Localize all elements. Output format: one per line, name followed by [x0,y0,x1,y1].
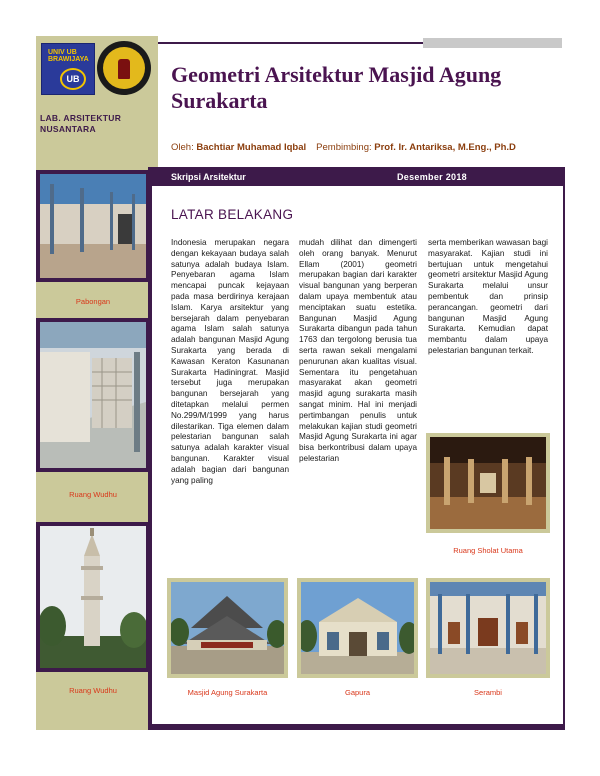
logo-ub-ring-text: UB [60,68,86,90]
author-label: Oleh: [171,142,197,153]
top-grey-bar [423,38,562,48]
photo-ruang-wudhu-2 [40,526,146,668]
photo-serambi [430,582,546,674]
caption-ruang-wudhu-1: Ruang Wudhu [69,490,117,499]
caption-gapura: Gapura [344,688,371,697]
logo-ub-top-text: UNIV UB BRAWIJAYA [48,49,89,63]
paragraph-1: Indonesia merupakan negara dengan kekayaan budaya salah satunya adalah budaya Islam. Penyebaran agama Islam mencapai puncak kejayaan pada masa berdirinya kerajaan Islam. Karya arsitektur yang bersejarah dalam penyebaran agama Islam salah satunya adalah bangunan Masjid Agung Surakarta yang berada di Kawasan Keraton Kasunanan Surakarta Hadiningrat. Masjid tersebut juga merupakan bangunan bersejarah yang ditetapkan melalui permen No.299/M/1999 yang harus dilestarikan. Tiga elemen dalam pelestarian bangunan salah satunya adalah karakter visual bangunan. Karakter visual adalah bagian dari bangunan yang paling [171,238,289,485]
band-left-text: Skripsi Arsitektur [171,172,246,182]
advisor-label: Pembimbing: [316,142,375,153]
caption-serambi: Serambi [474,688,502,697]
seal-core [118,59,130,79]
author-name: Bachtiar Muhamad Iqbal [196,142,307,153]
photo-masjid-agung [171,582,284,674]
photo-ruang-sholat-utama [430,437,546,529]
byline [171,142,571,153]
paragraph-2: mudah dilihat dan dimengerti oleh orang banyak. Menurut Ellam (2001) geometri merupakan bagian dari karakter visual bangunan yang berperan dalam upaya membentuk atau menciptakan suatu estetika. Bangunan Masjid Agung Surakarta dibangun pada tahun 1763 dan tergolong berusia tua serta rawan sekali mengalami penurunan akan kualitas visual. Sementara itu pengetahuan masyarakat akan geometri masjid agung surakarta masih sangat minim. Hal ini menjadi pertimbangan penulis untuk melakukan kajian studi geometri Masjid Agung Surakarta ini agar bisa berkontribusi dalam upaya pelestarian [299,238,417,463]
text-column-2 [299,238,417,465]
lab-title [40,113,158,135]
caption-ruang-sholat-utama: Ruang Sholat Utama [453,546,523,555]
lab-title-line2: NUSANTARA [40,124,96,134]
lab-title-line1: LAB. ARSITEKTUR [40,113,122,123]
caption-masjid-agung: Masjid Agung Surakarta [187,688,268,697]
paragraph-3: serta memberikan wawasan bagi masyarakat. Kajian studi ini bertujuan untuk mengetahui geometri arsitektur Masjid Agung Surakarta melalui unsur pembentuk dan prinsip perancangan. geometri dari bangunan Masjid Agung Surakarta. Kemudian dapat membantu dalam upaya pelestarian bangunan terkait. [428,238,548,355]
photo-pabongan [40,174,146,278]
university-logo-icon [41,43,95,95]
photo-gapura [301,582,414,674]
text-column-1 [171,238,289,486]
photo-ruang-wudhu-1 [40,322,146,468]
band-right-text: Desember 2018 [397,172,467,182]
caption-ruang-wudhu-2: Ruang Wudhu [69,686,117,695]
section-heading: LATAR BELAKANG [171,207,294,222]
text-column-3 [428,238,548,357]
faculty-seal-icon [97,41,151,95]
advisor-name: Prof. Ir. Antariksa, M.Eng., Ph.D [374,142,516,153]
seal-inner [103,47,145,89]
caption-pabongan: Pabongan [75,297,111,306]
page-title: Geometri Arsitektur Masjid Agung Surakarta [171,62,502,113]
